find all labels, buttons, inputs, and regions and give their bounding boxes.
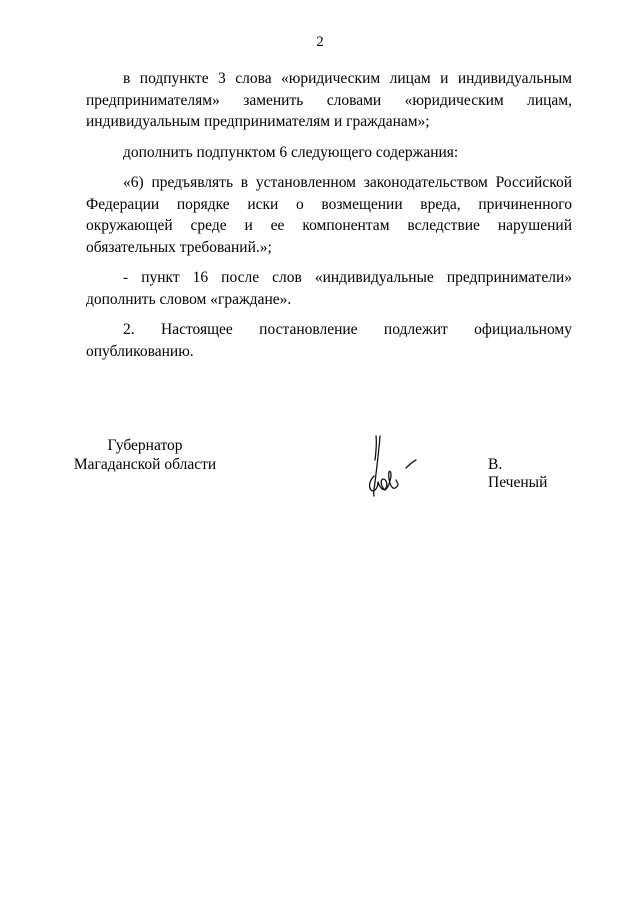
paragraph-2: дополнить подпунктом 6 следующего содержания: [123,143,459,161]
handwritten-signature [360,432,430,502]
page-number: 2 [316,34,324,50]
paragraph-1: в подпункте 3 слова «юридическим лицам и индивидуальным предпринимателям» заменить словами «юридическим лицам, индивидуальным предпринимателям и гражданам»; [86,70,572,130]
paragraph-3: «6) предъявлять в установленном законодательством Российской Федерации порядке иски о возмещении вреда, причиненного окружающей среде и ее компонентам вследствие нарушений обязательных требований.»; [86,174,572,256]
signatory-title [70,436,220,474]
signatory-title-line-2: Магаданской области [73,456,217,473]
signatory-name: В. Печеный [488,456,548,491]
signatory-title-line-1: Губернатор [107,437,183,454]
paragraph-5: 2. Настоящее постановление подлежит официальному опубликованию. [86,321,572,360]
document-body [86,68,572,371]
paragraph-4: - пункт 16 после слов «индивидуальные предприниматели» дополнить словом «граждане». [86,269,572,308]
